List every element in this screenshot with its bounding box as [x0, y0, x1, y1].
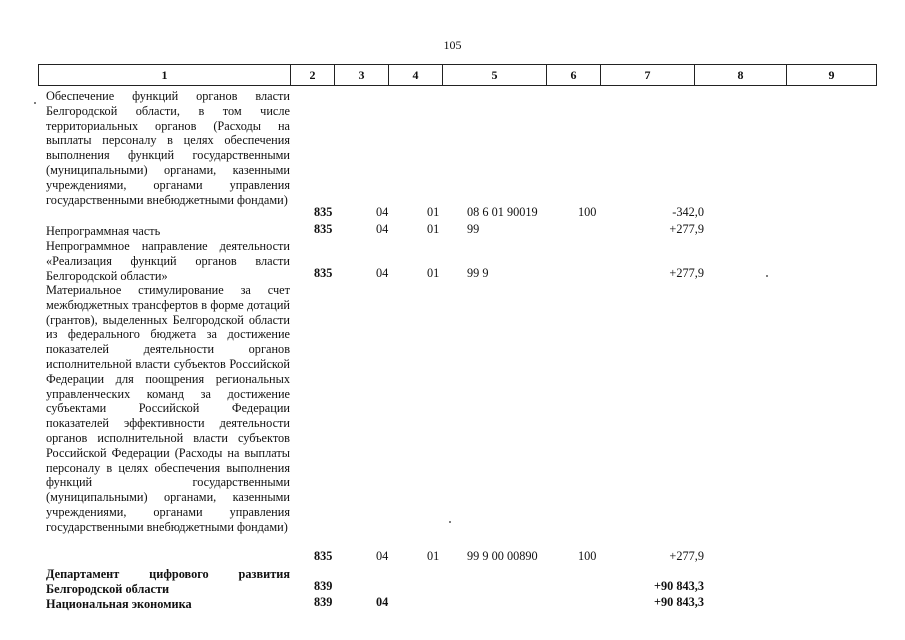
row-cell-5: 99 9 00 00890 [467, 549, 538, 563]
row-cell-3: 04 [376, 595, 389, 609]
row-description: Непрограммная часть [46, 224, 161, 238]
row-cell-7: +277,9 [669, 266, 704, 280]
row-description: Обеспечение функций органов власти Белгородской области, в том числе территориальных органов (Расходы на выплаты персоналу в целях обеспечения выполнения функций государственными (муниципальными) органами, казенными учреждениями, органами управления государственными внебюджетными фондами) [46, 89, 290, 207]
row-cell-3: 04 [376, 205, 389, 219]
row-cell-7: +277,9 [669, 222, 704, 236]
row-cell-2: 835 [314, 222, 333, 236]
row-cell-4: 01 [427, 205, 440, 219]
row-cell-6: 100 [578, 205, 597, 219]
row-cell-7: -342,0 [672, 205, 704, 219]
row-cell-3: 04 [376, 222, 389, 236]
column-header-6: 6 [547, 65, 601, 86]
column-header-2: 2 [291, 65, 335, 86]
row-cell-2: 835 [314, 205, 333, 219]
row-cell-5: 99 [467, 222, 480, 236]
row-cell-2: 839 [314, 579, 333, 593]
column-header-5: 5 [443, 65, 547, 86]
column-header-4: 4 [389, 65, 443, 86]
row-description: Непрограммное направление деятельности «Реализация функций органов власти Белгородской области» [46, 239, 290, 283]
scan-speck [34, 102, 36, 104]
row-cell-2: 839 [314, 595, 333, 609]
column-header-9: 9 [787, 65, 877, 86]
row-cell-4: 01 [427, 266, 440, 280]
row-cell-4: 01 [427, 549, 440, 563]
row-cell-2: 835 [314, 266, 333, 280]
row-cell-7: +90 843,3 [653, 579, 704, 593]
row-cell-5: 08 6 01 90019 [467, 205, 538, 219]
scan-speck [449, 521, 451, 523]
column-header-8: 8 [695, 65, 787, 86]
row-cell-3: 04 [376, 549, 389, 563]
row-cell-7: +277,9 [669, 549, 704, 563]
column-header-1: 1 [39, 65, 291, 86]
row-cell-3: 04 [376, 266, 389, 280]
row-cell-7: +90 843,3 [653, 595, 704, 609]
row-description: Департамент цифрового развития Белгородской области [46, 567, 290, 596]
table-header [38, 64, 877, 86]
row-cell-5: 99 9 [467, 266, 489, 280]
scan-speck [766, 275, 768, 277]
row-description: Национальная экономика [46, 597, 192, 611]
column-header-7: 7 [601, 65, 695, 86]
column-header-3: 3 [335, 65, 389, 86]
row-cell-6: 100 [578, 549, 597, 563]
page-number: 105 [443, 38, 462, 52]
row-description: Материальное стимулирование за счет межбюджетных трансфертов в форме дотаций (грантов), выделенных Белгородской области из федерального бюджета за достижение показателей деятельности органов исполнительной власти субъектов Российской Федерации для поощрения региональных управленческих команд за достижение субъектами Российской Федерации показателей эффективности деятельности органов исполнительной власти субъектов Российской Федерации (Расходы на выплаты персоналу в целях обеспечения выполнения функций государственными (муниципальными) органами, казенными учреждениями, органами управления государственными внебюджетными фондами) [46, 283, 290, 534]
row-cell-2: 835 [314, 549, 333, 563]
row-cell-4: 01 [427, 222, 440, 236]
